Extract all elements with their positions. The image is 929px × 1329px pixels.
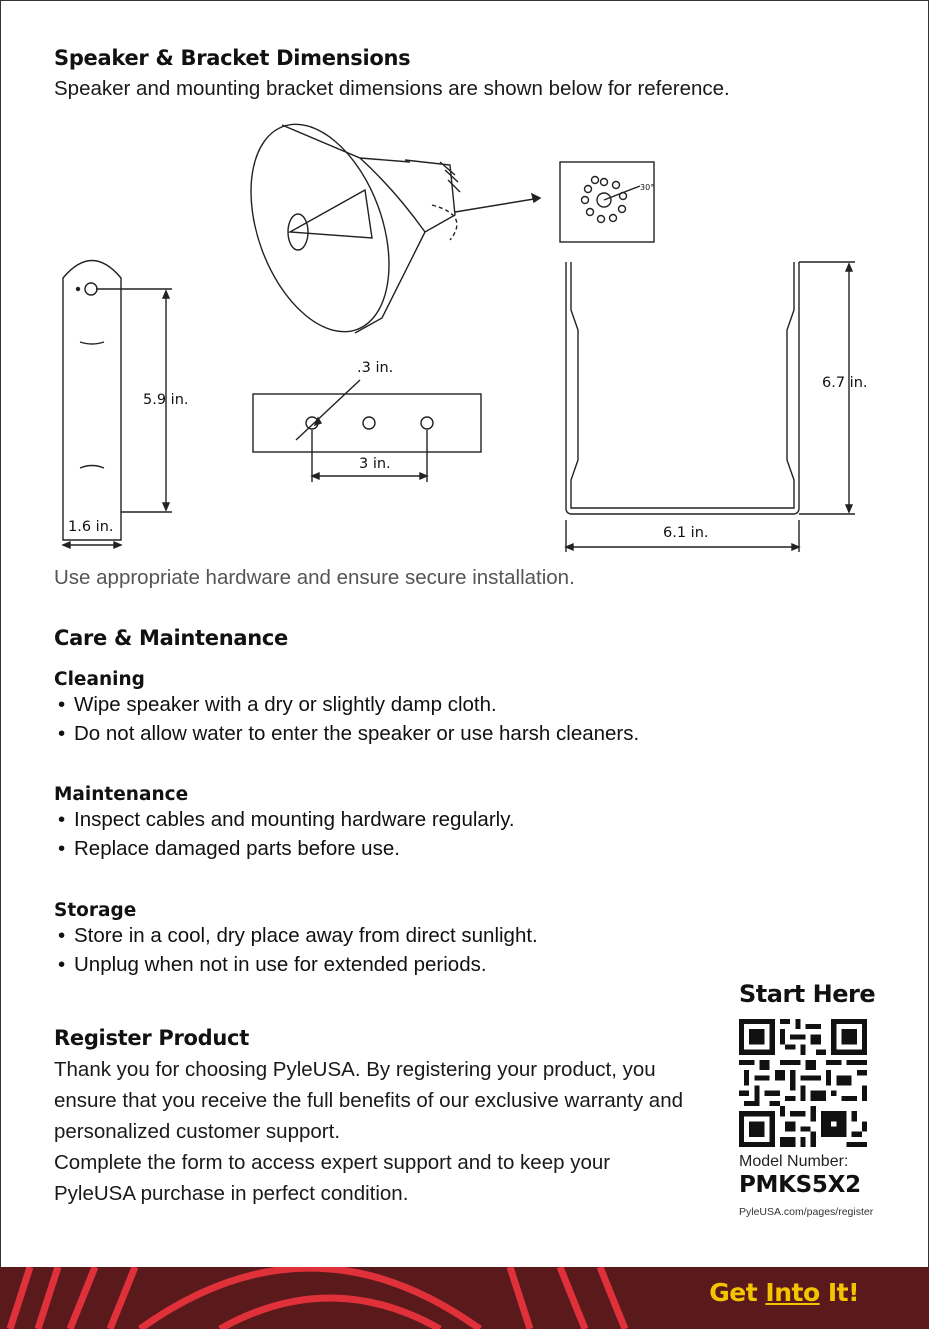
storage-section <box>54 900 754 979</box>
register-text <box>54 1054 694 1209</box>
list-item: • Store in a cool, dry place away from direct sunlight. <box>54 921 754 950</box>
model-label: Model Number: <box>739 1153 849 1170</box>
maintenance-section <box>54 784 754 863</box>
footer-tagline <box>709 1278 859 1307</box>
installation-note: Use appropriate hardware and ensure secure installation. <box>54 566 575 589</box>
register-paragraph: Thank you for choosing PyleUSA. By registering your product, you ensure that you receive the full benefits of our exclusive warranty and personalized customer support. <box>54 1058 684 1143</box>
register-url-link[interactable]: PyleUSA.com/pages/register <box>739 1206 874 1218</box>
maintenance-heading: Maintenance <box>54 784 189 805</box>
hole-spacing-label: 3 in. <box>359 456 391 472</box>
dimension-drawings <box>0 110 929 560</box>
angle-label: 30° <box>640 183 655 192</box>
hole-size-label: .3 in. <box>357 360 394 376</box>
bracket-height-label: 5.9 in. <box>143 392 189 408</box>
model-number: PMKS5X2 <box>739 1172 861 1198</box>
register-paragraph: Complete the form to access expert support and to keep your PyleUSA purchase in perfect condition. <box>54 1151 611 1205</box>
care-title: Care & Maintenance <box>54 626 288 650</box>
dimensions-title: Speaker & Bracket Dimensions <box>54 46 411 70</box>
cleaning-heading: Cleaning <box>54 669 145 690</box>
register-title: Register Product <box>54 1026 249 1050</box>
cleaning-section <box>54 669 754 748</box>
dimensions-intro: Speaker and mounting bracket dimensions are shown below for reference. <box>54 77 730 100</box>
tagline-part: Into <box>765 1278 820 1307</box>
list-item: • Unplug when not in use for extended periods. <box>54 950 754 979</box>
bracket-width-label: 1.6 in. <box>68 519 114 535</box>
storage-heading: Storage <box>54 900 137 921</box>
tagline-part: It! <box>819 1278 859 1307</box>
list-item: • Wipe speaker with a dry or slightly damp cloth. <box>54 690 754 719</box>
tagline-part: Get <box>709 1278 766 1307</box>
start-here-title: Start Here <box>739 980 876 1008</box>
u-height-label: 6.7 in. <box>822 375 868 391</box>
u-bracket-drawing <box>566 262 855 552</box>
list-item: • Inspect cables and mounting hardware regularly. <box>54 805 754 834</box>
u-width-label: 6.1 in. <box>663 525 709 541</box>
horn-speaker-drawing <box>225 110 654 351</box>
list-item: • Replace damaged parts before use. <box>54 834 754 863</box>
qr-code-icon[interactable] <box>739 1019 867 1147</box>
list-item: • Do not allow water to enter the speaker or use harsh cleaners. <box>54 719 754 748</box>
